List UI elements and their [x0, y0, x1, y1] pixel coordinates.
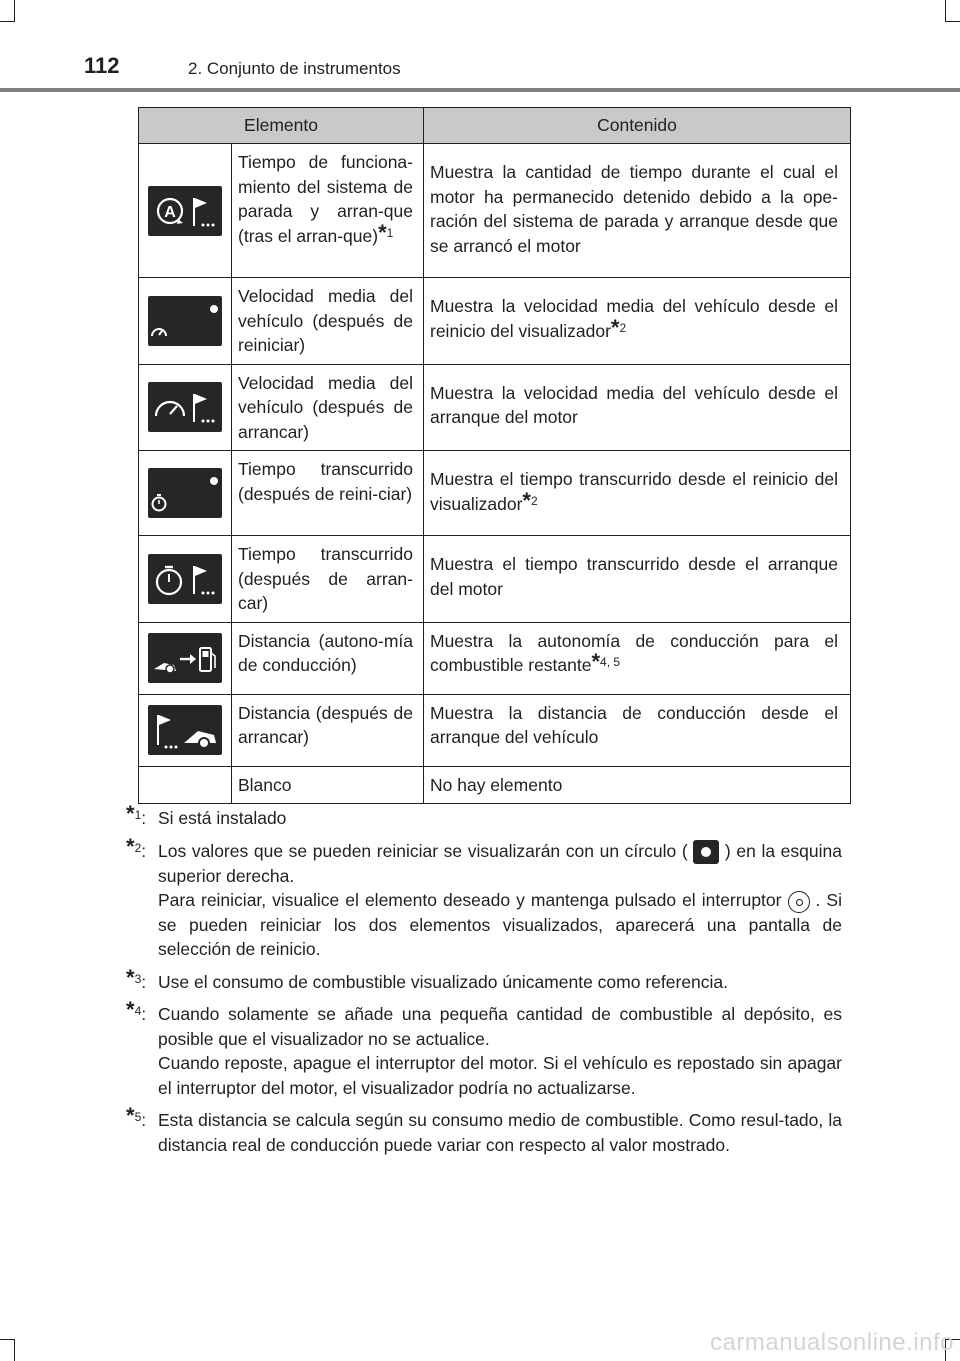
footnote	[126, 964, 842, 995]
table-row	[139, 694, 851, 766]
icon-cell	[139, 144, 232, 278]
footnote	[126, 801, 842, 831]
footnote-ref: 4, 5	[600, 655, 621, 669]
watermark: carmanualsonline.info	[710, 1329, 954, 1356]
crop-mark	[945, 0, 946, 22]
element-content: Muestra la cantidad de tiempo durante el cual el motor ha permanecido detenido debido a la ope-ración del sistema de parada y arranque desde que se arrancó el motor	[424, 144, 851, 278]
element-content: Muestra la autonomía de conducción para el combustible restante*$^{4, 5}$	[424, 622, 851, 694]
footnote-marker: *$^1$:	[126, 801, 147, 828]
meter-control-switch-icon	[788, 891, 810, 913]
drive-system-start-stop-icon	[148, 186, 222, 236]
crop-mark	[14, 0, 15, 22]
footnote-text: Cuando solamente se añade una pequeña cantidad de combustible al depósito, es posible que el visualizador no se actualice.	[158, 1004, 842, 1049]
items-table	[138, 107, 851, 804]
footnote-text: Los valores que se pueden reiniciar se visualizarán con un círculo ( ) en la esquina superior derecha.	[158, 840, 842, 886]
stopwatch-start-icon	[148, 554, 222, 604]
crop-mark	[0, 1339, 15, 1340]
speedometer-start-icon	[148, 382, 222, 432]
reset-circle-icon	[693, 840, 719, 864]
icon-cell-empty	[139, 766, 232, 804]
footnote-marker: *$^2$:	[126, 833, 147, 861]
footnote	[126, 1103, 842, 1157]
element-name: Tiempo transcurrido (después de reini-ciar)	[232, 451, 424, 536]
range-fuel-icon	[148, 633, 222, 683]
footnote-ref: 1	[386, 225, 394, 240]
element-name: Distancia (autono-mía de conducción)	[232, 622, 424, 694]
crop-mark	[945, 21, 960, 22]
icon-cell	[139, 536, 232, 623]
table-header-row	[139, 108, 851, 144]
table-row	[139, 364, 851, 451]
footnote-text: Si está instalado	[158, 808, 287, 828]
footnotes	[126, 801, 842, 1165]
footnote-ref: 2	[619, 320, 627, 335]
crop-mark	[14, 1339, 15, 1361]
footnote-text: Para reiniciar, visualice el elemento deseado y mantenga pulsado el interruptor . Si se pueden reiniciar los dos elementos visualizados, aparecerá una pantalla de selección de reinicio.	[158, 890, 842, 960]
footnote-marker: *$^3$:	[126, 964, 147, 992]
table-row	[139, 766, 851, 804]
footnote-text: Use el consumo de combustible visualizado únicamente como referencia.	[158, 971, 729, 992]
icon-cell	[139, 622, 232, 694]
table-row	[139, 451, 851, 536]
stopwatch-reset-icon	[148, 468, 222, 518]
footnote-text: Esta distancia se calcula según su consumo medio de combustible. Como resul-tado, la distancia real de conducción puede variar con respecto al valor mostrado.	[158, 1110, 842, 1155]
footnote-marker: *$^4$:	[126, 997, 147, 1025]
column-header-element: Elemento	[139, 108, 424, 144]
footnote-ref: 2	[530, 493, 538, 508]
table-row	[139, 144, 851, 278]
icon-cell	[139, 694, 232, 766]
table-row	[139, 622, 851, 694]
icon-cell	[139, 364, 232, 451]
column-header-content: Contenido	[424, 108, 851, 144]
element-content: Muestra el tiempo transcurrido desde el arranque del motor	[424, 536, 851, 623]
footnote-asterisk: *	[610, 314, 620, 340]
footnote-asterisk: *	[378, 219, 387, 245]
element-name: Blanco	[232, 766, 424, 804]
icon-cell	[139, 278, 232, 365]
element-name: Velocidad media del vehículo (después de reiniciar)	[232, 278, 424, 365]
section-title: 2. Conjunto de instrumentos	[188, 59, 401, 78]
header-rule	[0, 88, 960, 92]
footnote	[126, 833, 842, 962]
table-row	[139, 278, 851, 365]
speedometer-reset-icon	[148, 296, 222, 346]
crop-mark	[0, 21, 15, 22]
element-name: Tiempo transcurrido (después de arran-car)	[232, 536, 424, 623]
element-content: No hay elemento	[424, 766, 851, 804]
element-content: Muestra el tiempo transcurrido desde el reinicio del visualizador*$^2$	[424, 451, 851, 536]
svg-text:A: A	[164, 203, 176, 221]
icon-cell	[139, 451, 232, 536]
element-content: Muestra la velocidad media del vehículo desde el reinicio del visualizador*$^2$	[424, 278, 851, 365]
element-content: Muestra la distancia de conducción desde el arranque del vehículo	[424, 694, 851, 766]
footnote-marker: *$^5$:	[126, 1103, 147, 1131]
footnote-text: Cuando reposte, apague el interruptor del motor. Si el vehículo es repostado sin apagar el interruptor del motor, el visualizador podría no actualizarse.	[158, 1053, 842, 1098]
distance-start-icon	[148, 705, 222, 755]
footnote-asterisk: *	[591, 649, 601, 674]
page-number: 112	[84, 53, 120, 78]
element-name: Tiempo de funciona-miento del sistema de parada y arran-que (tras el arran-que)*$^1$	[232, 144, 424, 278]
footnote	[126, 997, 842, 1100]
footnote-asterisk: *	[522, 487, 531, 513]
element-content: Muestra la velocidad media del vehículo desde el arranque del motor	[424, 364, 851, 451]
element-name: Velocidad media del vehículo (después de arrancar)	[232, 364, 424, 451]
element-name: Distancia (después de arrancar)	[232, 694, 424, 766]
table-row	[139, 536, 851, 623]
